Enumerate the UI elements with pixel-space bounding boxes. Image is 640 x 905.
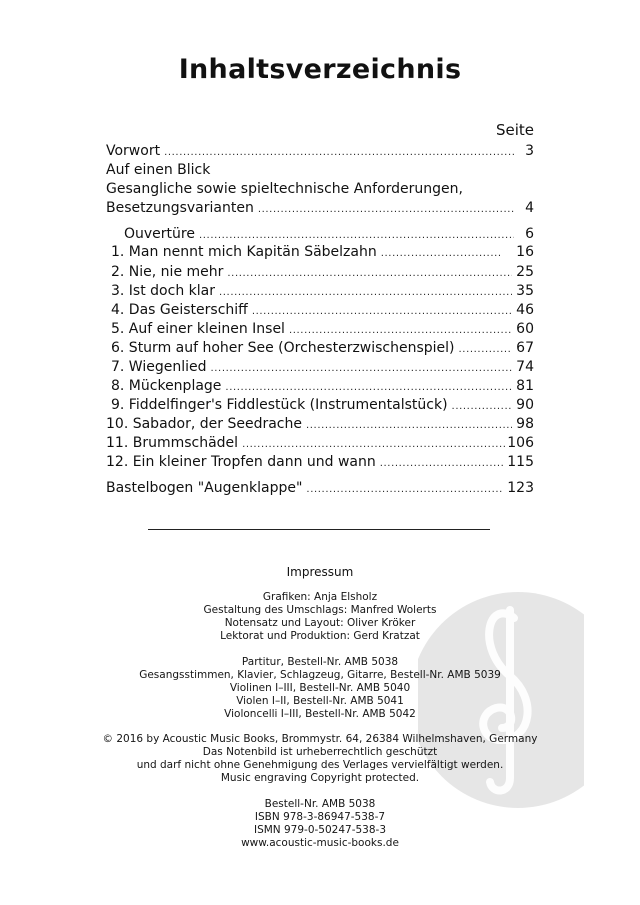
toc-entry: [111, 319, 534, 339]
toc-entry: [111, 300, 534, 320]
impressum-identifiers: [0, 798, 640, 850]
copyright-line: und darf nicht ohne Genehmigung des Verlages vervielfältigt werden.: [136, 759, 504, 771]
toc-entry: [124, 224, 534, 244]
toc-leader: [380, 454, 504, 474]
toc-entry-page: 35: [516, 283, 534, 299]
toc-entry-label: 8. Mückenplage: [111, 378, 222, 394]
toc-entry-label: Gesangliche sowie spieltechnische Anforderungen,: [106, 181, 463, 197]
order-number: Bestell-Nr. AMB 5038: [264, 798, 376, 810]
ismn: ISMN 979-0-50247-538-3: [253, 824, 386, 836]
toc-entry-page: 60: [516, 321, 534, 337]
toc-leader: [258, 200, 514, 220]
edition-line: Violen I–II, Bestell-Nr. AMB 5041: [236, 695, 404, 707]
toc-entry-page: 3: [525, 143, 534, 159]
edition-line: Violoncelli I–III, Bestell-Nr. AMB 5042: [224, 708, 416, 720]
toc-entry-page: 115: [507, 454, 534, 470]
toc-entry-label: 12. Ein kleiner Tropfen dann und wann: [106, 454, 376, 470]
toc-entry-page: 6: [525, 226, 534, 242]
toc-entry-page: 123: [507, 480, 534, 496]
toc-entry: [111, 395, 534, 415]
impressum-title: Impressum: [286, 565, 354, 579]
impressum-credits: [0, 591, 640, 643]
edition-line: Gesangsstimmen, Klavier, Schlagzeug, Gitarre, Bestell-Nr. AMB 5039: [139, 669, 501, 681]
toc-entry: [111, 338, 534, 358]
toc-leader: [381, 244, 500, 264]
impressum-copyright: [0, 733, 640, 785]
section-divider: [148, 529, 490, 530]
toc-entry-page: 4: [525, 200, 534, 216]
toc-entry-page: 81: [516, 378, 534, 394]
toc-entry-page: 25: [516, 264, 534, 280]
toc-entry-label: 9. Fiddelfinger's Fiddlestück (Instrumentalstück): [111, 397, 448, 413]
edition-line: Partitur, Bestell-Nr. AMB 5038: [241, 656, 399, 668]
toc-entry-label: 4. Das Geisterschiff: [111, 302, 248, 318]
toc-entry-page: 106: [507, 435, 534, 451]
toc-entry: [111, 376, 534, 396]
toc-entry-label: 10. Sabador, der Seedrache: [106, 416, 302, 432]
toc-entry-label: 2. Nie, nie mehr: [111, 264, 224, 280]
toc-entry: [111, 281, 534, 301]
toc-entry-page: 90: [516, 397, 534, 413]
toc-entry-label: 7. Wiegenlied: [111, 359, 207, 375]
page-title: Inhaltsverzeichnis: [178, 54, 462, 85]
toc-entry-page: 98: [516, 416, 534, 432]
toc-entry-page: 46: [516, 302, 534, 318]
toc-entry-label: 1. Man nennt mich Kapitän Säbelzahn: [111, 244, 377, 260]
toc-entry-label: 5. Auf einer kleinen Insel: [111, 321, 285, 337]
toc-entry: [111, 357, 534, 377]
toc-entry-label: 3. Ist doch klar: [111, 283, 215, 299]
copyright-line: © 2016 by Acoustic Music Books, Brommystr. 64, 26384 Wilhelmshaven, Germany: [102, 733, 538, 745]
toc-leader: [306, 480, 503, 500]
toc-entry: [106, 433, 534, 453]
toc-entry: [106, 179, 534, 199]
website-url: www.acoustic-music-books.de: [241, 837, 399, 849]
toc-entry-label: 6. Sturm auf hoher See (Orchesterzwischenspiel): [111, 340, 455, 356]
toc-entry-label: Bastelbogen "Augenklappe": [106, 480, 303, 496]
credit-line: Notensatz und Layout: Oliver Kröker: [224, 617, 416, 629]
toc-entry-label: Besetzungsvarianten: [106, 200, 254, 216]
toc-entry: [111, 262, 534, 282]
impressum-editions: [0, 656, 640, 721]
credit-line: Grafiken: Anja Elsholz: [262, 591, 378, 603]
page-column-header: Seite: [495, 121, 534, 139]
toc-entry: [106, 414, 534, 434]
toc-entry: [111, 242, 534, 262]
toc-entry-page: 74: [516, 359, 534, 375]
toc-entry-page: 16: [516, 244, 534, 260]
toc-entry: [106, 452, 534, 472]
toc-entry: [106, 141, 534, 161]
edition-line: Violinen I–III, Bestell-Nr. AMB 5040: [229, 682, 411, 694]
toc-entry-label: Auf einen Blick: [106, 162, 211, 178]
toc-entry: [106, 160, 534, 180]
credit-line: Lektorat und Produktion: Gerd Kratzat: [220, 630, 420, 642]
toc-entry-page: 67: [516, 340, 534, 356]
toc-entry: [106, 198, 534, 218]
toc-entry-label: 11. Brummschädel: [106, 435, 239, 451]
toc-entry-label: Ouvertüre: [124, 226, 195, 242]
copyright-line: Das Notenbild ist urheberrechtlich geschützt: [202, 746, 438, 758]
isbn: ISBN 978-3-86947-538-7: [254, 811, 386, 823]
copyright-line: Music engraving Copyright protected.: [220, 772, 420, 784]
toc-entry: [106, 478, 534, 498]
toc-entry-label: Vorwort: [106, 143, 161, 159]
credit-line: Gestaltung des Umschlags: Manfred Wolerts: [203, 604, 437, 616]
